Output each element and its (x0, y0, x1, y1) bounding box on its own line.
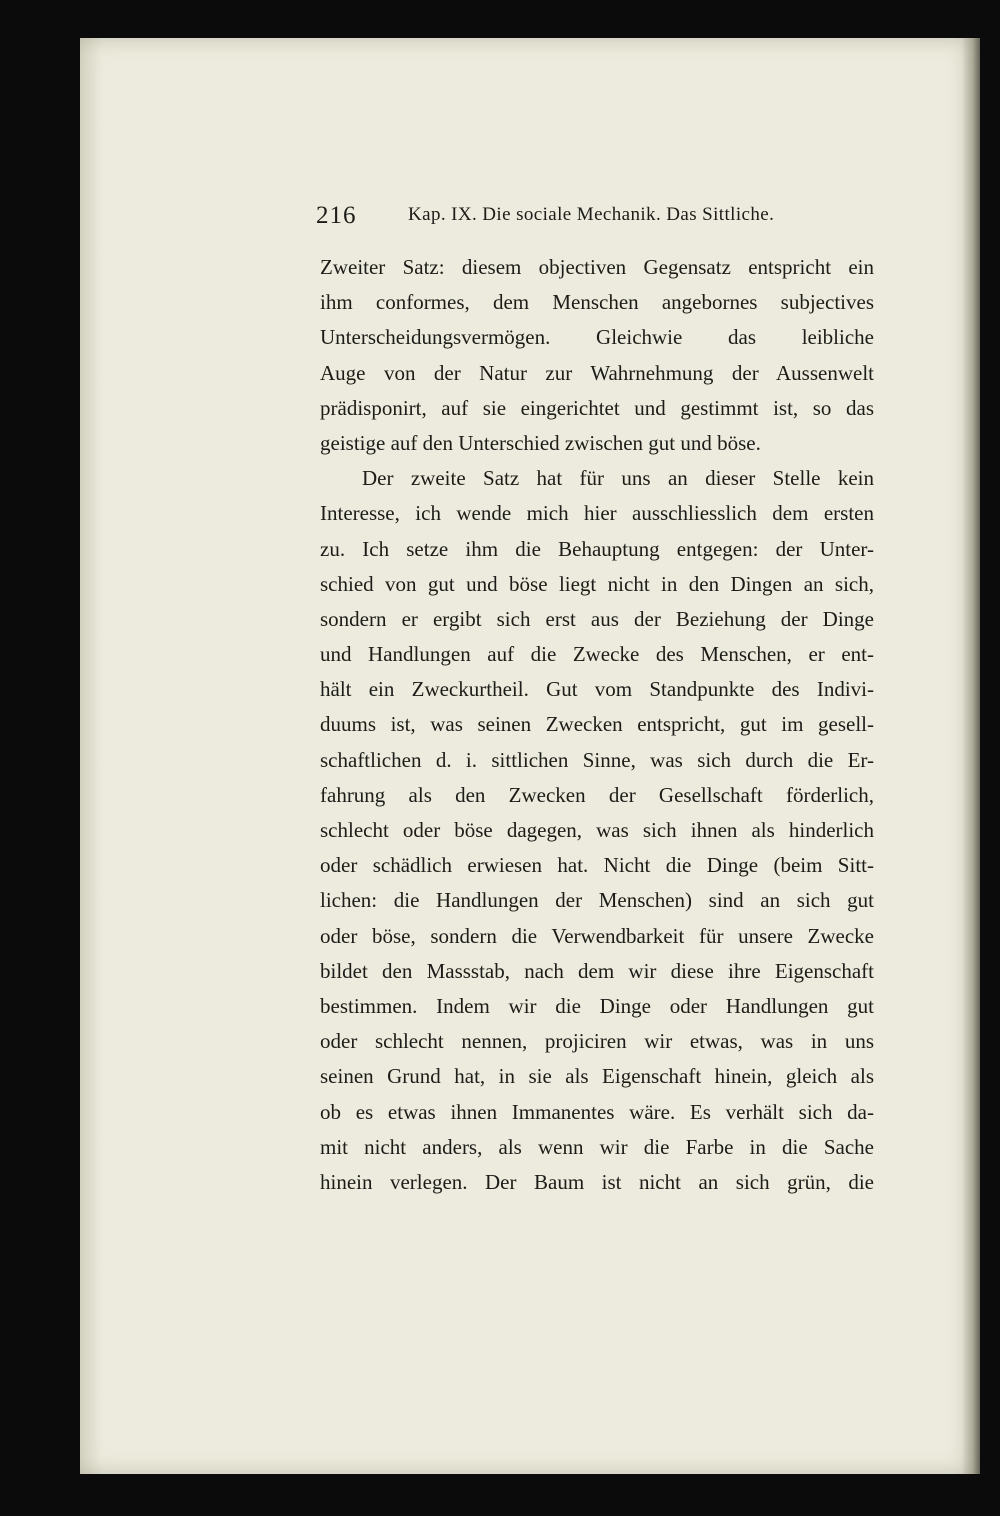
paragraph-2 (320, 461, 874, 1200)
text-line: und Handlungen auf die Zwecke des Menschen, er ent- (320, 642, 874, 667)
text-line: geistige auf den Unterschied zwischen gut und böse. (320, 430, 761, 455)
text-line: Unterscheidungsvermögen. Gleichwie das leibliche (320, 325, 874, 350)
text-line: bestimmen. Indem wir die Dinge oder Handlungen gut (320, 993, 874, 1018)
text-line: hält ein Zweckurtheil. Gut vom Standpunkte des Indivi- (320, 677, 874, 702)
text-line: Auge von der Natur zur Wahrnehmung der Aussenwelt (320, 360, 874, 385)
running-title: Kap. IX. Die sociale Mechanik. Das Sittliche. (408, 204, 775, 225)
text-line: Interesse, ich wende mich hier ausschliesslich dem ersten (320, 501, 874, 526)
text-line: duums ist, was seinen Zwecken entspricht, gut im gesell- (320, 712, 874, 737)
text-line: oder schädlich erwiesen hat. Nicht die Dinge (beim Sitt- (320, 853, 874, 878)
text-line: Der zweite Satz hat für uns an dieser Stelle kein (362, 466, 874, 491)
text-line: sondern er ergibt sich erst aus der Beziehung der Dinge (320, 606, 874, 631)
text-line: Zweiter Satz: diesem objectiven Gegensatz entspricht ein (320, 255, 874, 279)
body-text (320, 250, 874, 1200)
text-line: seinen Grund hat, in sie als Eigenschaft hinein, gleich als (320, 1064, 874, 1089)
paragraph-1 (320, 250, 874, 461)
text-line: fahrung als den Zwecken der Gesellschaft förderlich, (320, 782, 874, 807)
text-line: schlecht oder böse dagegen, was sich ihnen als hinderlich (320, 818, 874, 842)
running-head (316, 200, 876, 234)
book-page (80, 38, 980, 1474)
text-line: lichen: die Handlungen der Menschen) sind an sich gut (320, 888, 874, 913)
text-line: ihm conformes, dem Menschen angebornes subjectives (320, 290, 874, 315)
text-line: bildet den Massstab, nach dem wir diese ihre Eigenschaft (320, 958, 874, 983)
text-line: oder böse, sondern die Verwendbarkeit für unsere Zwecke (320, 923, 874, 948)
text-line: zu. Ich setze ihm die Behauptung entgegen: der Unter- (320, 536, 874, 561)
page-edge-shadow (962, 38, 980, 1474)
text-line: prädisponirt, auf sie eingerichtet und gestimmt ist, so das (320, 395, 874, 420)
text-line: oder schlecht nennen, projiciren wir etwas, was in uns (320, 1029, 874, 1054)
page-gutter-shadow (80, 38, 102, 1474)
text-line: schaftlichen d. i. sittlichen Sinne, was sich durch die Er- (320, 747, 874, 772)
text-line: mit nicht anders, als wenn wir die Farbe in die Sache (320, 1134, 874, 1159)
page-number: 216 (316, 202, 357, 229)
text-line: schied von gut und böse liegt nicht in den Dingen an sich, (320, 571, 874, 596)
text-line: ob es etwas ihnen Immanentes wäre. Es verhält sich da- (320, 1099, 874, 1124)
text-line: hinein verlegen. Der Baum ist nicht an sich grün, die (320, 1169, 874, 1194)
